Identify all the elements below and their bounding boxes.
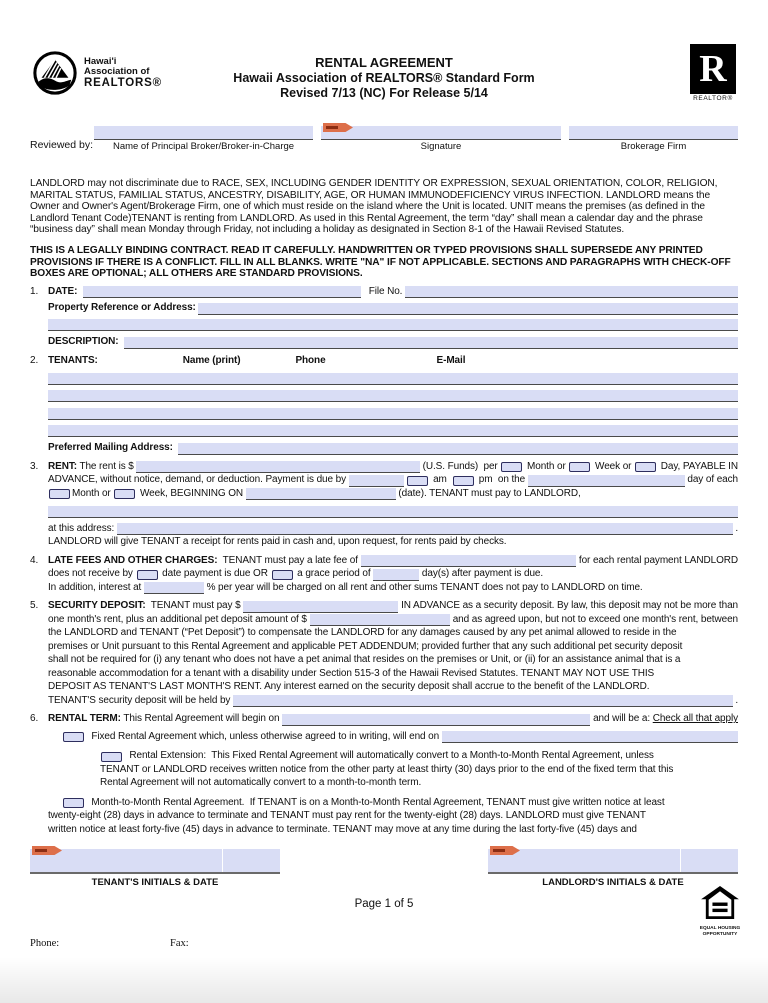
initials-date-divider — [680, 849, 681, 872]
text: Week, BEGINNING ON — [137, 487, 246, 499]
spacer — [98, 366, 183, 367]
form-field[interactable] — [117, 523, 733, 535]
text: File No. — [360, 285, 406, 297]
form-field[interactable] — [144, 582, 204, 594]
text: Month or — [524, 460, 569, 472]
checkbox[interactable] — [49, 489, 70, 499]
text: In addition, interest at — [48, 581, 144, 593]
form-line — [48, 406, 738, 420]
fax-label: Fax: — [170, 938, 189, 949]
form-field[interactable] — [198, 303, 738, 315]
realtor-logo-label: REALTOR® — [693, 95, 733, 102]
text: DEPOSIT AS TENANT'S LAST MONTH'S RENT. Any interest earned on the security deposit shall accrue to the benefit of the LANDLORD. — [48, 681, 650, 693]
phone-label: Phone: — [30, 938, 60, 949]
section-content — [48, 285, 738, 349]
form-field[interactable] — [442, 731, 738, 743]
landlord-initials-field[interactable] — [488, 849, 738, 874]
signature-caption: Signature — [420, 141, 462, 152]
equal-housing-logo — [696, 886, 744, 938]
form-line — [48, 653, 738, 667]
text: Month-to-Month Rental Agreement. If TENANT is on a Month-to-Month Rental Agreement, TENANT must give written notice at least — [86, 796, 665, 808]
document-body — [0, 126, 768, 836]
checkbox[interactable] — [635, 462, 656, 472]
realtor-logo — [686, 44, 740, 102]
text: TENANTS: — [48, 354, 98, 366]
form-line — [48, 567, 738, 581]
text: (U.S. Funds) per — [419, 460, 501, 472]
har-logo-line3: REALTORS® — [84, 77, 162, 90]
nondiscrimination-paragraph: LANDLORD may not discriminate due to RACE, SEX, INCLUDING GENDER IDENTITY OR EXPRESSION, SEXUAL ORIENTATION, COLOR, RELIGION, MARITAL STATUS, FAMILIAL STATUS, ANCESTRY, DISABILITY, AGE, OR HUMAN IMMUNODEFICIENCY VIRUS INFECTION. LANDLORD means the Owner and Owner's Agent/Brokerage Firm, one of which must reside on the island where the Unit is located. UNIT means the premises (as defined in the Landlord Tenant Code)TENANT is renting from LANDLORD. As used in this Rental Agreement, the term “day” shall mean a calendar day and the phrase “business day” shall mean Monday through Friday, not including a holiday as designated in Section 8-1 of the Hawaii Revised Statutes. — [30, 178, 718, 236]
text: a grace period of — [294, 568, 374, 580]
text: IN ADVANCE as a security deposit. By law, this deposit may not be more than — [398, 600, 738, 612]
spacer — [240, 366, 295, 367]
form-line — [48, 371, 738, 385]
sign-here-arrow-icon — [490, 846, 520, 855]
form-line — [48, 680, 738, 694]
text: day(s) after payment is due. — [419, 568, 544, 580]
text: TENANT must pay a late fee of — [217, 554, 361, 566]
checkbox[interactable] — [501, 462, 522, 472]
form-line — [48, 285, 738, 299]
text: one month's rent, plus an additional pet deposit amount of $ — [48, 613, 310, 625]
text: and will be a: — [590, 713, 653, 725]
text: am — [430, 474, 453, 486]
text: the LANDLORD and TENANT (“Pet Deposit”) to compensate the LANDLORD for any damages caused by any pet animal allowed to reside in the — [48, 627, 677, 639]
form-line — [48, 441, 738, 455]
equal-housing-label-line2: OPPORTUNITY — [702, 931, 738, 937]
text: twenty-eight (28) days in advance to terminate and TENANT must pay rent for the twenty-eight (28) days. LANDLORD must give TENANT — [48, 810, 646, 822]
binding-contract-paragraph: THIS IS A LEGALLY BINDING CONTRACT. READ IT CAREFULLY. HANDWRITTEN OR TYPED PROVISIONS SHALL SUPERSEDE ANY PRINTED PROVISIONS IF THERE IS A CONFLICT. FILL IN ALL BLANKS. WRITE "NA" IF NOT APPLICABLE. SECTIONS AND PARAGRAPHS WITH CHECK-OFF BOXES ARE OPTIONAL; ALL OTHERS ARE STANDARD PROVISIONS. — [30, 244, 731, 280]
page-bottom-shadow — [0, 957, 768, 1003]
section-number: 1. — [30, 285, 39, 297]
checkbox[interactable] — [101, 752, 122, 762]
section-number: 4. — [30, 554, 39, 566]
text: TENANT or LANDLORD receives written notice from the other party at least thirty (30) days prior to the end of the fixed term that this — [100, 763, 674, 775]
section-rent — [30, 460, 738, 549]
landlord-initials-column — [488, 849, 738, 888]
text: Month or — [72, 487, 114, 499]
form-line — [48, 318, 738, 332]
form-line — [48, 301, 738, 315]
text: Day, PAYABLE IN — [658, 460, 738, 472]
form-field[interactable] — [528, 475, 685, 487]
equal-housing-label-line1: EQUAL HOUSING — [699, 926, 741, 931]
form-field[interactable] — [124, 337, 738, 349]
form-field[interactable] — [48, 408, 738, 420]
form-field[interactable] — [361, 555, 577, 567]
checkbox[interactable] — [63, 732, 84, 742]
landlord-initials-label: LANDLORD'S INITIALS & DATE — [542, 877, 684, 888]
spacer — [48, 742, 62, 743]
form-line — [48, 599, 738, 613]
section-content — [48, 460, 738, 549]
text: . — [732, 522, 738, 534]
tenant-initials-field[interactable] — [30, 849, 280, 874]
form-line — [48, 504, 738, 518]
text: TENANT'S security deposit will be held by — [48, 694, 234, 706]
spacer — [48, 789, 100, 790]
document-title-block — [0, 55, 768, 101]
principal-broker-name-field[interactable] — [94, 126, 313, 140]
text: SECURITY DEPOSIT: — [48, 600, 146, 612]
checkbox[interactable] — [137, 570, 158, 580]
document-revision: Revised 7/13 (NC) For Release 5/14 — [280, 85, 488, 100]
text: pm on the — [476, 474, 528, 486]
brokerage-firm-caption: Brokerage Firm — [620, 141, 687, 152]
initials-date-divider — [222, 849, 223, 872]
text: RENTAL TERM: — [48, 713, 121, 725]
document-header — [0, 0, 768, 112]
text: E-Mail — [436, 354, 466, 366]
section-content — [48, 354, 738, 455]
form-line — [48, 335, 738, 349]
section-number: 3. — [30, 460, 39, 472]
section-content — [48, 599, 738, 707]
section-tenants — [30, 354, 738, 455]
form-line — [48, 730, 738, 744]
text: Rental Agreement will not automatically convert to a month-to-month term. — [100, 777, 422, 789]
text: TENANT must pay $ — [145, 600, 244, 612]
text: LANDLORD will give TENANT a receipt for rents paid in cash and, upon request, for rents paid by checks. — [48, 536, 507, 548]
reviewed-by-label: Reviewed by: — [30, 139, 94, 151]
form-line — [48, 763, 738, 777]
text: (date). TENANT must pay to LANDLORD, — [395, 487, 581, 499]
text: DATE: — [48, 285, 83, 297]
checkbox[interactable] — [272, 570, 293, 580]
form-line — [48, 749, 738, 763]
text: Week or — [592, 460, 635, 472]
reviewed-signature-column — [321, 126, 561, 152]
form-field[interactable] — [48, 425, 738, 437]
text: date payment is due OR — [159, 568, 271, 580]
form-line — [48, 667, 738, 681]
form-field[interactable] — [373, 569, 419, 581]
checkbox[interactable] — [407, 476, 428, 486]
form-field[interactable] — [310, 614, 451, 626]
spacer — [48, 762, 100, 763]
form-field[interactable] — [405, 286, 738, 298]
text: ADVANCE, without notice, demand, or deduction. Payment is due by — [48, 474, 349, 486]
spacer — [326, 366, 437, 367]
form-line — [48, 535, 738, 549]
text: Preferred Mailing Address: — [48, 442, 179, 454]
text: % per year will be charged on all rent and other sums TENANT does not pay to LANDLORD on time. — [203, 581, 643, 593]
text: premises or Unit pursuant to this Rental Agreement and applicable PET ADDENDUM; provided further that any such additional pet security deposit — [48, 640, 683, 652]
equal-housing-icon — [701, 886, 739, 920]
section-number: 5. — [30, 600, 39, 612]
equal-housing-label — [696, 926, 744, 938]
text: Phone — [295, 354, 326, 366]
checkbox[interactable] — [453, 476, 474, 486]
form-field[interactable] — [48, 319, 738, 331]
initials-row — [30, 849, 738, 888]
spacer — [48, 775, 100, 776]
form-field[interactable] — [246, 488, 396, 500]
form-line — [48, 694, 738, 708]
sign-here-arrow-icon — [32, 846, 62, 855]
page-number: Page 1 of 5 — [354, 898, 414, 910]
section-rental-term — [30, 712, 738, 836]
form-line — [48, 354, 738, 368]
sign-here-arrow-icon — [323, 123, 353, 132]
text: shall not be required for (i) any tenant who does not have a pet animal that resides on the premises or Unit, or (ii) for an assistance animal that is a — [48, 654, 681, 666]
text: Fixed Rental Agreement which, unless otherwise agreed to in writing, will end on — [86, 730, 442, 742]
form-field[interactable] — [48, 373, 738, 385]
text: reasonable accommodation for a tenant with a disability under Section 515-3 of the Hawaii Revised Statutes. TENANT MAY NOT USE THIS — [48, 667, 655, 679]
form-field[interactable] — [83, 286, 361, 298]
text — [404, 473, 407, 487]
form-line — [48, 776, 738, 790]
tenant-initials-column — [30, 849, 280, 888]
text: day of each — [684, 474, 738, 486]
form-sections — [30, 285, 738, 837]
form-line — [48, 487, 738, 501]
form-field[interactable] — [48, 506, 738, 518]
section-date — [30, 285, 738, 349]
section-number: 6. — [30, 713, 39, 725]
text: RENT: — [48, 460, 77, 472]
reviewed-name-column — [94, 126, 313, 152]
form-line — [48, 640, 738, 654]
reviewed-by-row — [30, 126, 738, 152]
tenant-initials-label: TENANT'S INITIALS & DATE — [91, 877, 219, 888]
text: does not receive by — [48, 568, 136, 580]
reviewed-brokerage-column — [569, 126, 738, 152]
text: and as agreed upon, but not to exceed one month's rent, between — [450, 613, 738, 625]
form-field[interactable] — [233, 695, 733, 707]
text: Check all that apply — [652, 713, 738, 725]
section-content — [48, 712, 738, 836]
form-line — [48, 796, 738, 810]
text: . — [732, 694, 738, 706]
text: at this address: — [48, 522, 117, 534]
section-security-deposit — [30, 599, 738, 707]
form-field[interactable] — [282, 714, 590, 726]
form-field[interactable] — [349, 475, 404, 487]
signature-field[interactable] — [321, 126, 561, 140]
form-line — [48, 522, 738, 536]
text: Name (print) — [182, 354, 241, 366]
form-line — [48, 809, 738, 823]
section-number: 2. — [30, 354, 39, 366]
form-field[interactable] — [48, 390, 738, 402]
document-title: RENTAL AGREEMENT — [315, 55, 453, 70]
text: Property Reference or Address: — [48, 302, 199, 314]
realtor-logo-r: R — [699, 48, 727, 90]
text: for each rental payment LANDLORD — [576, 554, 738, 566]
text: Rental Extension: This Fixed Rental Agreement will automatically convert to a Month-to-Month Rental Agreement, unless — [124, 750, 654, 762]
checkbox[interactable] — [63, 798, 84, 808]
text: LATE FEES AND OTHER CHARGES: — [48, 554, 218, 566]
form-line — [48, 473, 738, 487]
realtor-logo-icon — [690, 44, 736, 94]
brokerage-firm-field[interactable] — [569, 126, 738, 140]
form-line — [48, 424, 738, 438]
document-subtitle: Hawaii Association of REALTORS® Standard Form — [233, 70, 535, 85]
har-logo-line1: Hawai'i — [84, 55, 117, 67]
form-line — [48, 823, 738, 837]
form-line — [48, 389, 738, 403]
form-line — [48, 460, 738, 474]
form-line — [48, 712, 738, 726]
form-line — [48, 554, 738, 568]
form-line — [48, 626, 738, 640]
text: DESCRIPTION: — [48, 336, 124, 348]
checkbox[interactable] — [114, 489, 135, 499]
har-logo-line2: Association of — [84, 65, 150, 77]
principal-broker-name-caption: Name of Principal Broker/Broker-in-Charge — [112, 141, 295, 152]
checkbox[interactable] — [569, 462, 590, 472]
section-content — [48, 554, 738, 595]
form-field[interactable] — [178, 443, 738, 455]
text: This Rental Agreement will begin on — [120, 713, 283, 725]
text: The rent is $ — [76, 460, 137, 472]
section-late-fees — [30, 554, 738, 595]
form-field[interactable] — [136, 461, 420, 473]
text: written notice at least forty-five (45) days in advance to terminate. TENANT may move at any time during the last forty-five (45) days and — [48, 823, 637, 835]
form-line — [48, 613, 738, 627]
form-field[interactable] — [243, 601, 398, 613]
form-line — [48, 581, 738, 595]
